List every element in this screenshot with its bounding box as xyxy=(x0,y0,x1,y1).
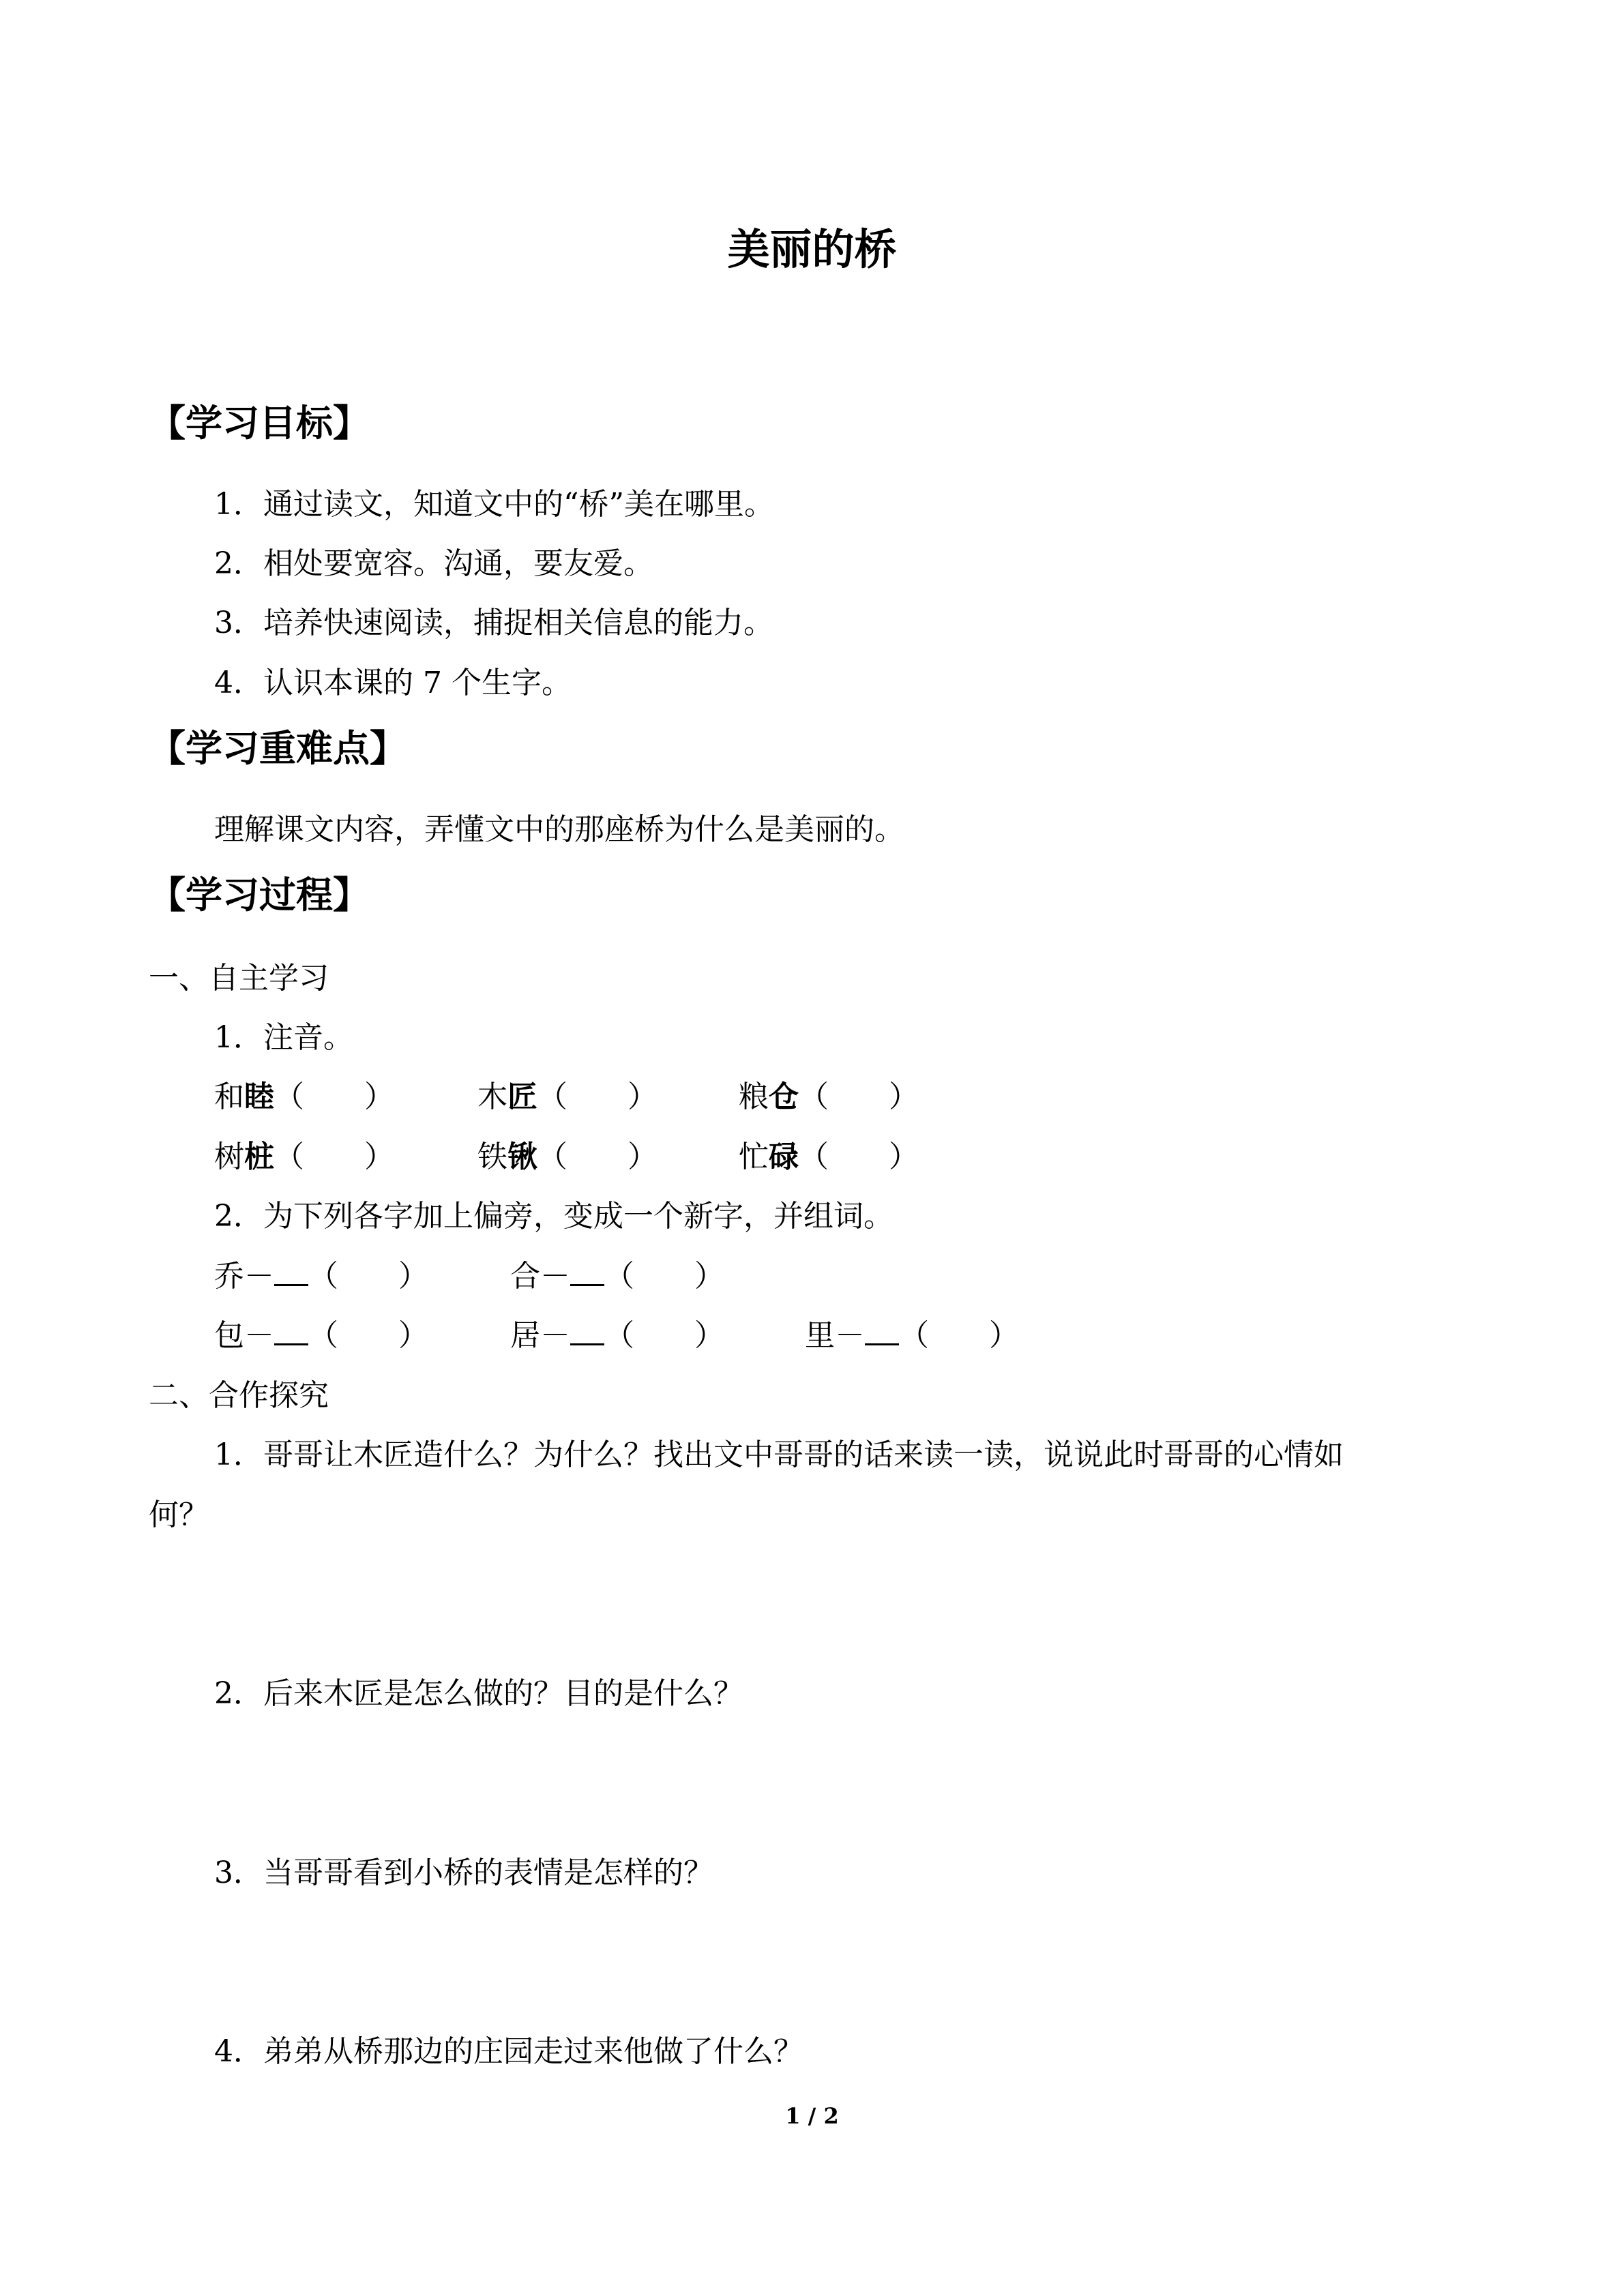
answer-blank xyxy=(274,1258,308,1286)
radical-item: 里－ （ ） xyxy=(805,1318,1019,1353)
target-char: 碌 xyxy=(769,1139,799,1174)
part1-q2-label: 2．为下列各字加上偏旁，变成一个新字，并组词。 xyxy=(214,1199,894,1234)
answer-blank xyxy=(570,1317,604,1345)
key-points-text: 理解课文内容，弄懂文中的那座桥为什么是美丽的。 xyxy=(214,812,904,847)
page-number: 1 / 2 xyxy=(785,2103,839,2129)
answer-blank xyxy=(570,1258,604,1286)
answer-paren: （ ） xyxy=(799,1139,919,1174)
target-char: 睦 xyxy=(244,1079,274,1114)
radical-item: 合－ （ ） xyxy=(510,1259,724,1294)
answer-paren: （ ） xyxy=(899,1318,1019,1353)
radical-item: 包－ （ ） xyxy=(214,1318,428,1353)
objective-item: 2．相处要宽容。沟通，要友爱。 xyxy=(214,546,653,581)
pinyin-item: 铁锹（ ） xyxy=(477,1139,658,1174)
target-char: 锹 xyxy=(507,1139,537,1174)
target-char: 匠 xyxy=(507,1079,537,1114)
pinyin-item: 粮仓（ ） xyxy=(739,1079,919,1114)
part1-label: 一、自主学习 xyxy=(149,961,329,996)
part2-q1: 1．哥哥让木匠造什么？为什么？找出文中哥哥的话来读一读，说说此时哥哥的心情如 xyxy=(214,1437,1344,1472)
part1-q1-label: 1．注音。 xyxy=(214,1020,353,1055)
answer-paren: （ ） xyxy=(274,1079,394,1114)
page-title: 美丽的桥 xyxy=(727,224,897,274)
key-points-heading: 【学习重难点】 xyxy=(149,727,407,770)
target-char: 桩 xyxy=(244,1139,274,1174)
radical-item: 居－ （ ） xyxy=(510,1318,724,1353)
answer-paren: （ ） xyxy=(537,1139,658,1174)
part2-label: 二、合作探究 xyxy=(149,1378,329,1413)
radical-item: 乔－ （ ） xyxy=(214,1259,428,1294)
answer-paren: （ ） xyxy=(308,1259,428,1294)
answer-blank xyxy=(865,1317,899,1345)
part2-q3: 3．当哥哥看到小桥的表情是怎样的？ xyxy=(214,1855,713,1890)
answer-paren: （ ） xyxy=(274,1139,394,1174)
answer-paren: （ ） xyxy=(799,1079,919,1114)
part2-q1-cont: 何？ xyxy=(149,1497,209,1532)
objective-item: 1．通过读文，知道文中的“桥”美在哪里。 xyxy=(214,487,774,522)
target-char: 仓 xyxy=(769,1079,799,1114)
part2-q2: 2．后来木匠是怎么做的？目的是什么？ xyxy=(214,1676,743,1711)
objective-item: 3．培养快速阅读，捕捉相关信息的能力。 xyxy=(214,606,773,640)
pinyin-item: 和睦（ ） xyxy=(214,1079,394,1114)
answer-paren: （ ） xyxy=(604,1259,724,1294)
process-heading: 【学习过程】 xyxy=(149,874,370,916)
objectives-heading: 【学习目标】 xyxy=(149,402,370,445)
objective-item: 4．认识本课的 7 个生字。 xyxy=(214,666,572,700)
answer-paren: （ ） xyxy=(308,1318,428,1353)
answer-blank xyxy=(274,1317,308,1345)
pinyin-item: 树桩（ ） xyxy=(214,1139,394,1174)
pinyin-item: 忙碌（ ） xyxy=(739,1139,919,1174)
pinyin-item: 木匠（ ） xyxy=(477,1079,658,1114)
answer-paren: （ ） xyxy=(604,1318,724,1353)
answer-paren: （ ） xyxy=(537,1079,658,1114)
part2-q4: 4．弟弟从桥那边的庄园走过来他做了什么？ xyxy=(214,2034,803,2069)
